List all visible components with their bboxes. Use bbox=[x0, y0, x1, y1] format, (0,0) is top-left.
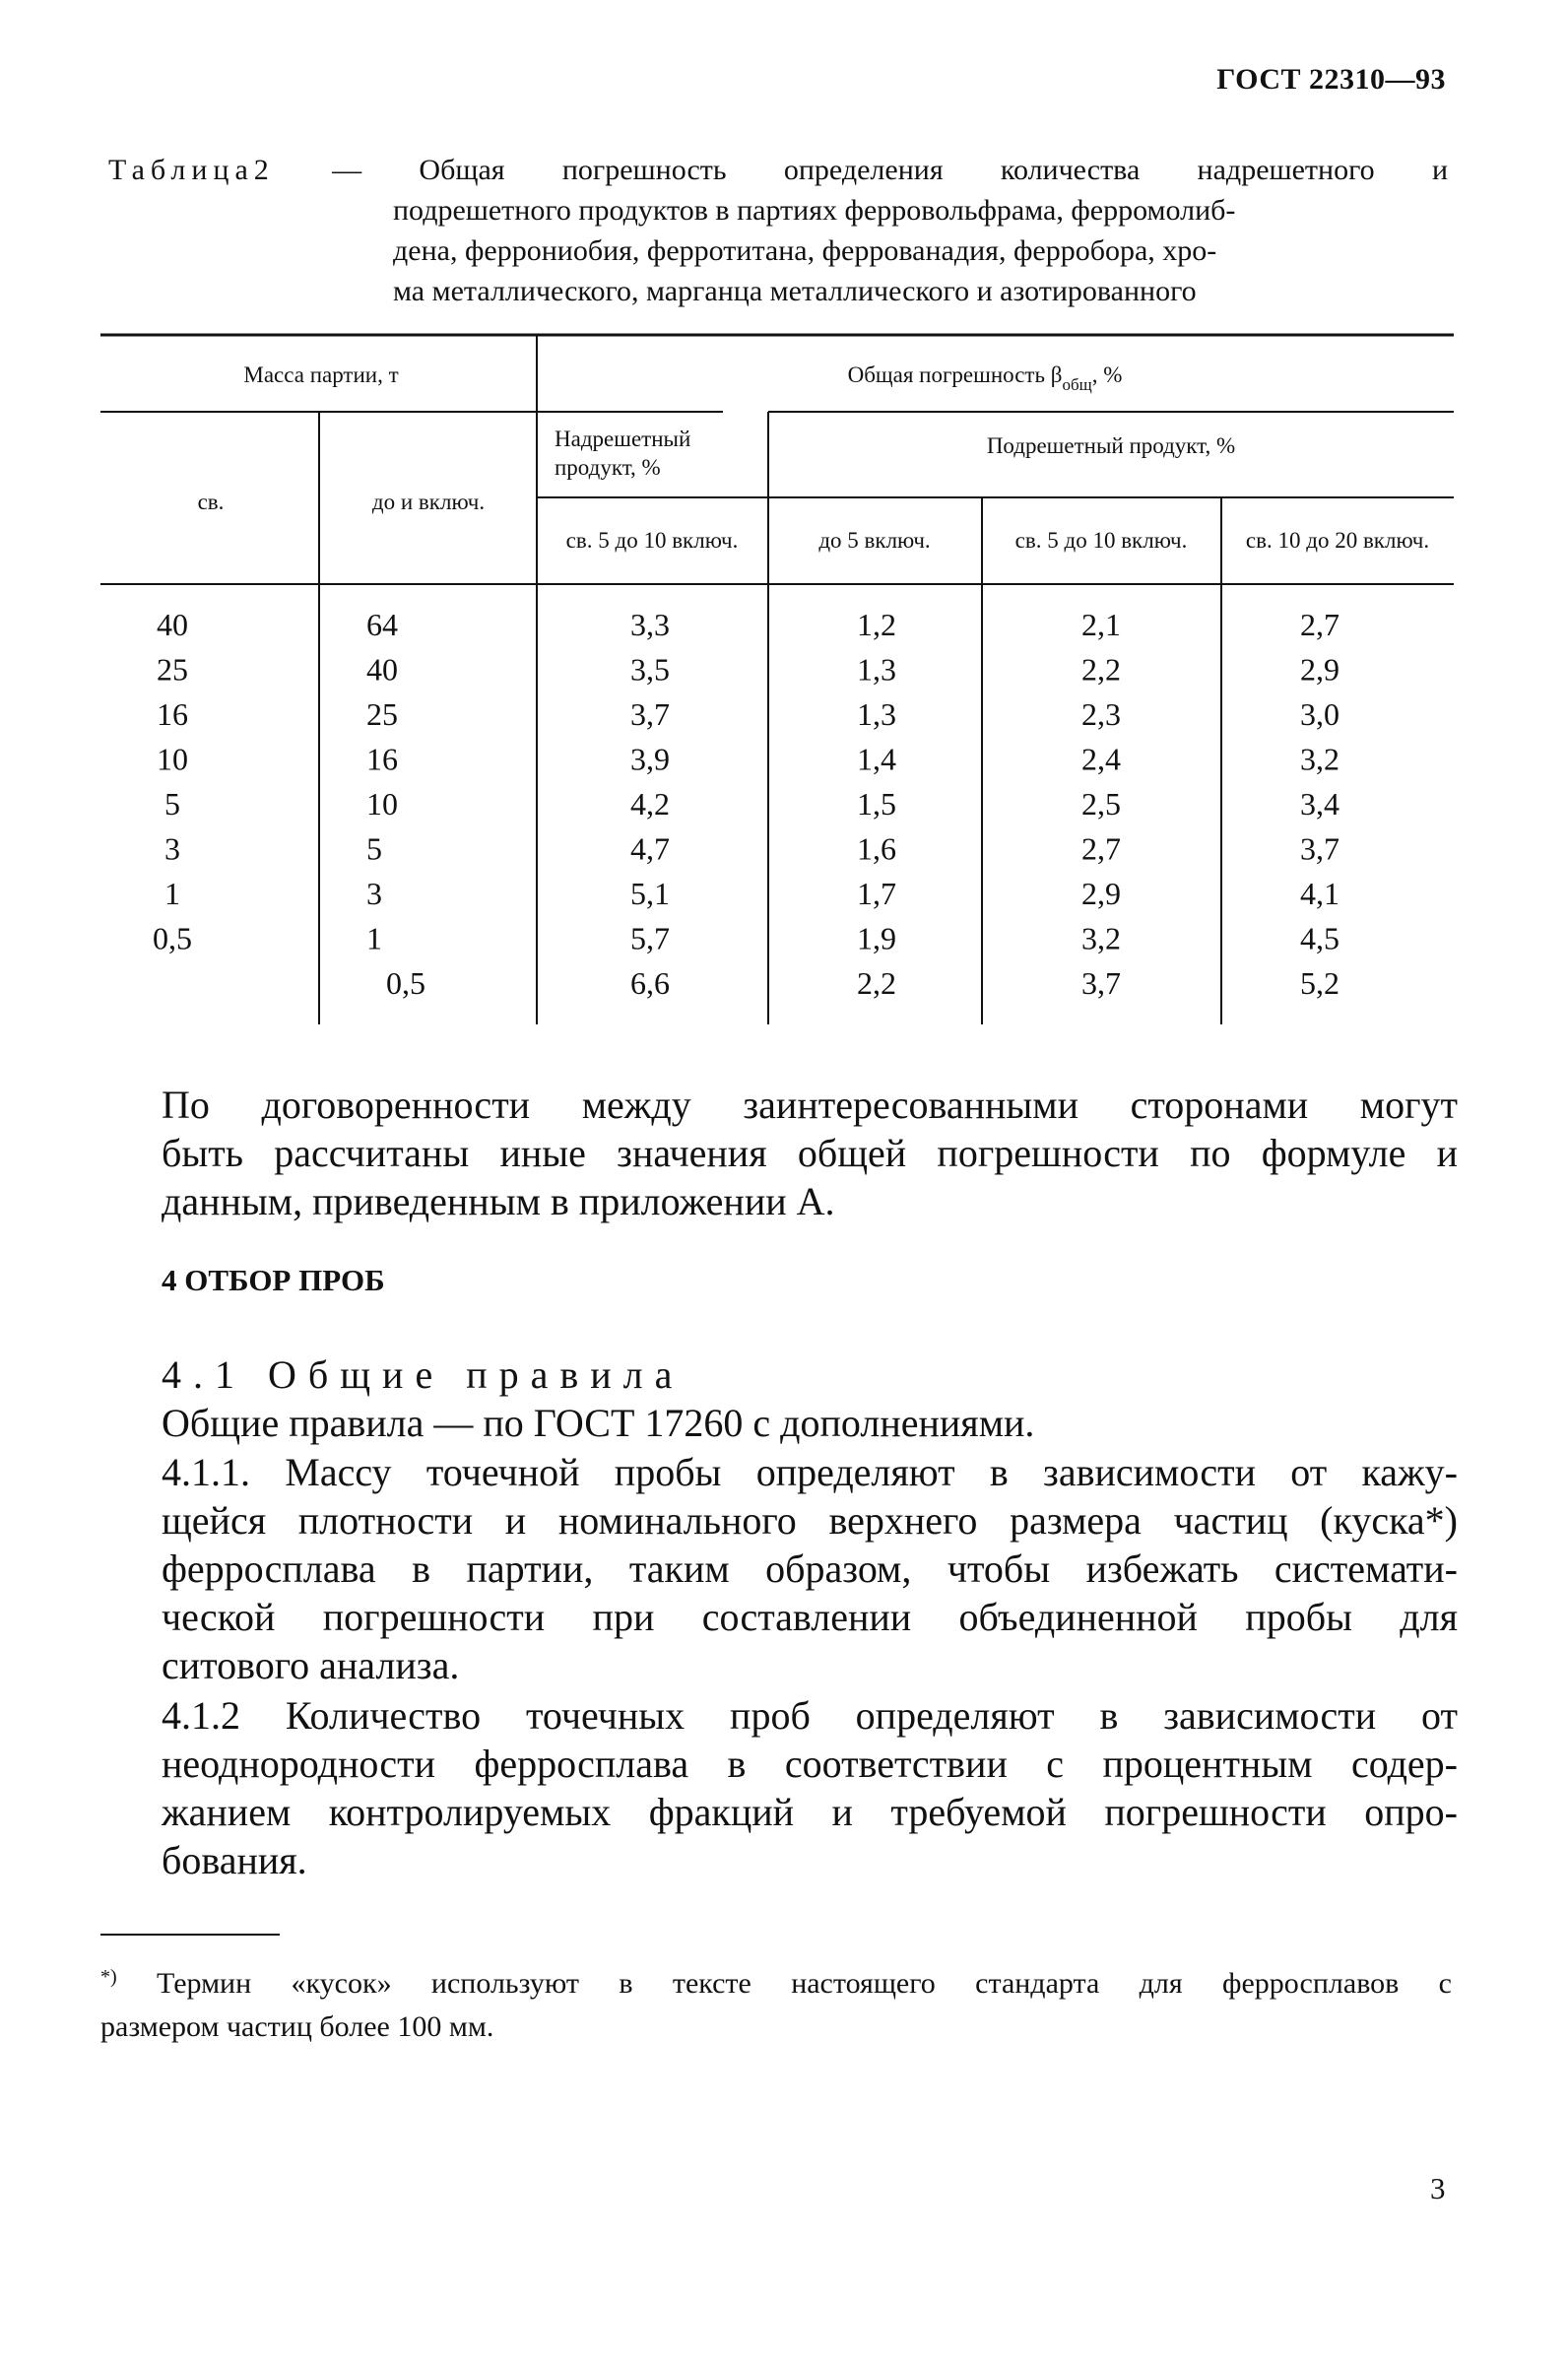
table-caption-line: ма металлического, марганца металлического и азотированного bbox=[393, 275, 1197, 307]
subsection-title: 4.1 Общие правила bbox=[162, 1352, 685, 1397]
header-col-under-10-20: св. 10 до 20 включ. bbox=[1245, 528, 1430, 553]
table-caption-line: дена, феррониобия, ферротитана, феррованадия, ферробора, хро- bbox=[393, 234, 1217, 267]
table-cell: 5,7 bbox=[630, 920, 670, 956]
table-cell: 16 bbox=[157, 696, 188, 732]
table-cell: 1,7 bbox=[857, 876, 896, 911]
table-cell: 5,1 bbox=[630, 876, 670, 911]
table-cell: 1,3 bbox=[857, 696, 896, 732]
table-cell: 3,4 bbox=[1300, 786, 1339, 822]
clause-line: неоднородности ферросплава в соответствии с процентным содер- bbox=[162, 1742, 1458, 1786]
agreement-paragraph bbox=[162, 1081, 1458, 1225]
table-cell: 16 bbox=[366, 741, 398, 777]
table-cell: 3,3 bbox=[630, 607, 670, 642]
table-cell: 4,2 bbox=[630, 786, 670, 822]
agreement-line: По договоренности между заинтересованными сторонами могут bbox=[162, 1083, 1458, 1127]
table-cell: 40 bbox=[366, 651, 398, 688]
table-cell: 64 bbox=[366, 607, 398, 642]
table-cell: 5 bbox=[366, 830, 382, 867]
table-cell: 3,0 bbox=[1300, 696, 1339, 732]
clause-line: 4.1.2 Количество точечных проб определяют в зависимости от bbox=[162, 1693, 1458, 1738]
table-cell: 1,9 bbox=[857, 920, 896, 956]
table-cell: 3,7 bbox=[1081, 965, 1121, 1001]
clause-line: ческой погрешности при составлении объединенной пробы для bbox=[162, 1595, 1458, 1639]
table-cell: 6,6 bbox=[630, 965, 670, 1001]
table-cell: 2,9 bbox=[1081, 876, 1121, 911]
table-cell: 1,3 bbox=[857, 651, 896, 688]
table-cell: 25 bbox=[366, 696, 398, 732]
header-col-under-5-10: св. 5 до 10 включ. bbox=[1014, 528, 1188, 553]
table-cell: 3,5 bbox=[630, 651, 670, 688]
table-body bbox=[153, 607, 1339, 1001]
table-cell: 3,2 bbox=[1300, 741, 1339, 777]
table-cell: 2,4 bbox=[1081, 741, 1121, 777]
header-total-error-subscript: общ bbox=[1062, 375, 1092, 394]
table-cell: 4,7 bbox=[630, 830, 670, 867]
table-cell: 4,1 bbox=[1300, 876, 1339, 911]
clause-line: ферросплава в партии, таким образом, чтобы избежать системати- bbox=[162, 1546, 1458, 1591]
footnote-line: Термин «кусок» используют в тексте настоящего стандарта для ферросплавов с bbox=[157, 1967, 1452, 2000]
header-col-under-5: до 5 включ. bbox=[818, 528, 931, 553]
header-total-error-unit: , % bbox=[1091, 362, 1123, 387]
table-cell: 2,3 bbox=[1081, 696, 1121, 732]
table-caption-line: подрешетного продуктов в партиях ферровольфрама, ферромолиб- bbox=[393, 194, 1236, 227]
footnote-divider bbox=[100, 1934, 280, 1936]
table-cell: 5 bbox=[164, 786, 180, 822]
table-cell: 2,7 bbox=[1300, 607, 1339, 642]
table-cell: 3 bbox=[366, 876, 382, 911]
header-to: до и включ. bbox=[371, 490, 486, 514]
table-cell: 2,2 bbox=[857, 965, 896, 1001]
table-cell: 2,7 bbox=[1081, 830, 1121, 867]
clause-line: бования. bbox=[162, 1838, 307, 1882]
header-total-error bbox=[848, 362, 1123, 394]
table-cell: 2,1 bbox=[1081, 607, 1121, 642]
table-cell: 2,2 bbox=[1081, 651, 1121, 688]
table-cell: 0,5 bbox=[153, 920, 192, 956]
agreement-line: данным, приведенным в приложении А. bbox=[162, 1179, 835, 1223]
header-over-line2: продукт, % bbox=[555, 455, 661, 480]
table-cell: 1 bbox=[366, 920, 382, 956]
table-cell: 40 bbox=[157, 607, 188, 642]
table-cell: 1,2 bbox=[857, 607, 896, 642]
table-cell: 3,2 bbox=[1081, 920, 1121, 956]
table-cell: 3,7 bbox=[1300, 830, 1339, 867]
header-col-over-range: св. 5 до 10 включ. bbox=[565, 528, 739, 553]
table-cell: 0,5 bbox=[386, 965, 425, 1001]
table-cell: 25 bbox=[157, 651, 188, 688]
table-cell: 2,9 bbox=[1300, 651, 1339, 688]
header-mass: Масса партии, т bbox=[243, 362, 399, 387]
clause-4-1-1 bbox=[162, 1448, 1458, 1689]
clause-line: 4.1.1. Массу точечной пробы определяют в зависимости от кажу- bbox=[162, 1450, 1458, 1494]
general-rules-paragraph: Общие правила — по ГОСТ 17260 с дополнениями. bbox=[162, 1401, 1035, 1445]
table-cell: 10 bbox=[157, 741, 188, 777]
clause-line: ситового анализа. bbox=[162, 1643, 460, 1687]
table-cell: 1,6 bbox=[857, 830, 896, 867]
clause-4-1-2 bbox=[162, 1691, 1458, 1884]
section-title: 4 ОТБОР ПРОБ bbox=[162, 1263, 385, 1297]
clause-line: жанием контролируемых фракций и требуемой погрешности опро- bbox=[162, 1790, 1458, 1834]
table-cell: 3,9 bbox=[630, 741, 670, 777]
footnote-line: размером частиц более 100 мм. bbox=[100, 2010, 494, 2043]
header-from: св. bbox=[197, 490, 225, 514]
table-cell: 1,4 bbox=[857, 741, 896, 777]
clause-line: щейся плотности и номинального верхнего размера частиц (куска*) bbox=[162, 1498, 1458, 1543]
document-number: ГОСТ 22310—93 bbox=[1216, 63, 1446, 96]
header-under: Подрешетный продукт, % bbox=[986, 433, 1236, 458]
header-over-line1: Надрешетный bbox=[555, 427, 691, 451]
table-cell: 3,7 bbox=[630, 696, 670, 732]
table-caption-line: — Общая погрешность определения количества надрешетного и bbox=[332, 154, 1449, 186]
table-cell: 10 bbox=[366, 786, 398, 822]
footnote-mark: *) bbox=[100, 1966, 117, 1988]
table-cell: 5,2 bbox=[1300, 965, 1339, 1001]
table-cell: 1,5 bbox=[857, 786, 896, 822]
page-number: 3 bbox=[1430, 2171, 1446, 2205]
table-cell: 1 bbox=[164, 876, 180, 911]
error-table bbox=[0, 0, 1568, 1044]
footnote bbox=[100, 1955, 1452, 2049]
table-caption-lead: Таблица2 bbox=[108, 154, 275, 186]
agreement-line: быть рассчитаны иные значения общей погрешности по формуле и bbox=[162, 1131, 1458, 1175]
header-total-error-label: Общая погрешность β bbox=[847, 362, 1063, 387]
table-cell: 4,5 bbox=[1300, 920, 1339, 956]
table-cell: 3 bbox=[164, 830, 180, 867]
table-cell: 2,5 bbox=[1081, 786, 1121, 822]
